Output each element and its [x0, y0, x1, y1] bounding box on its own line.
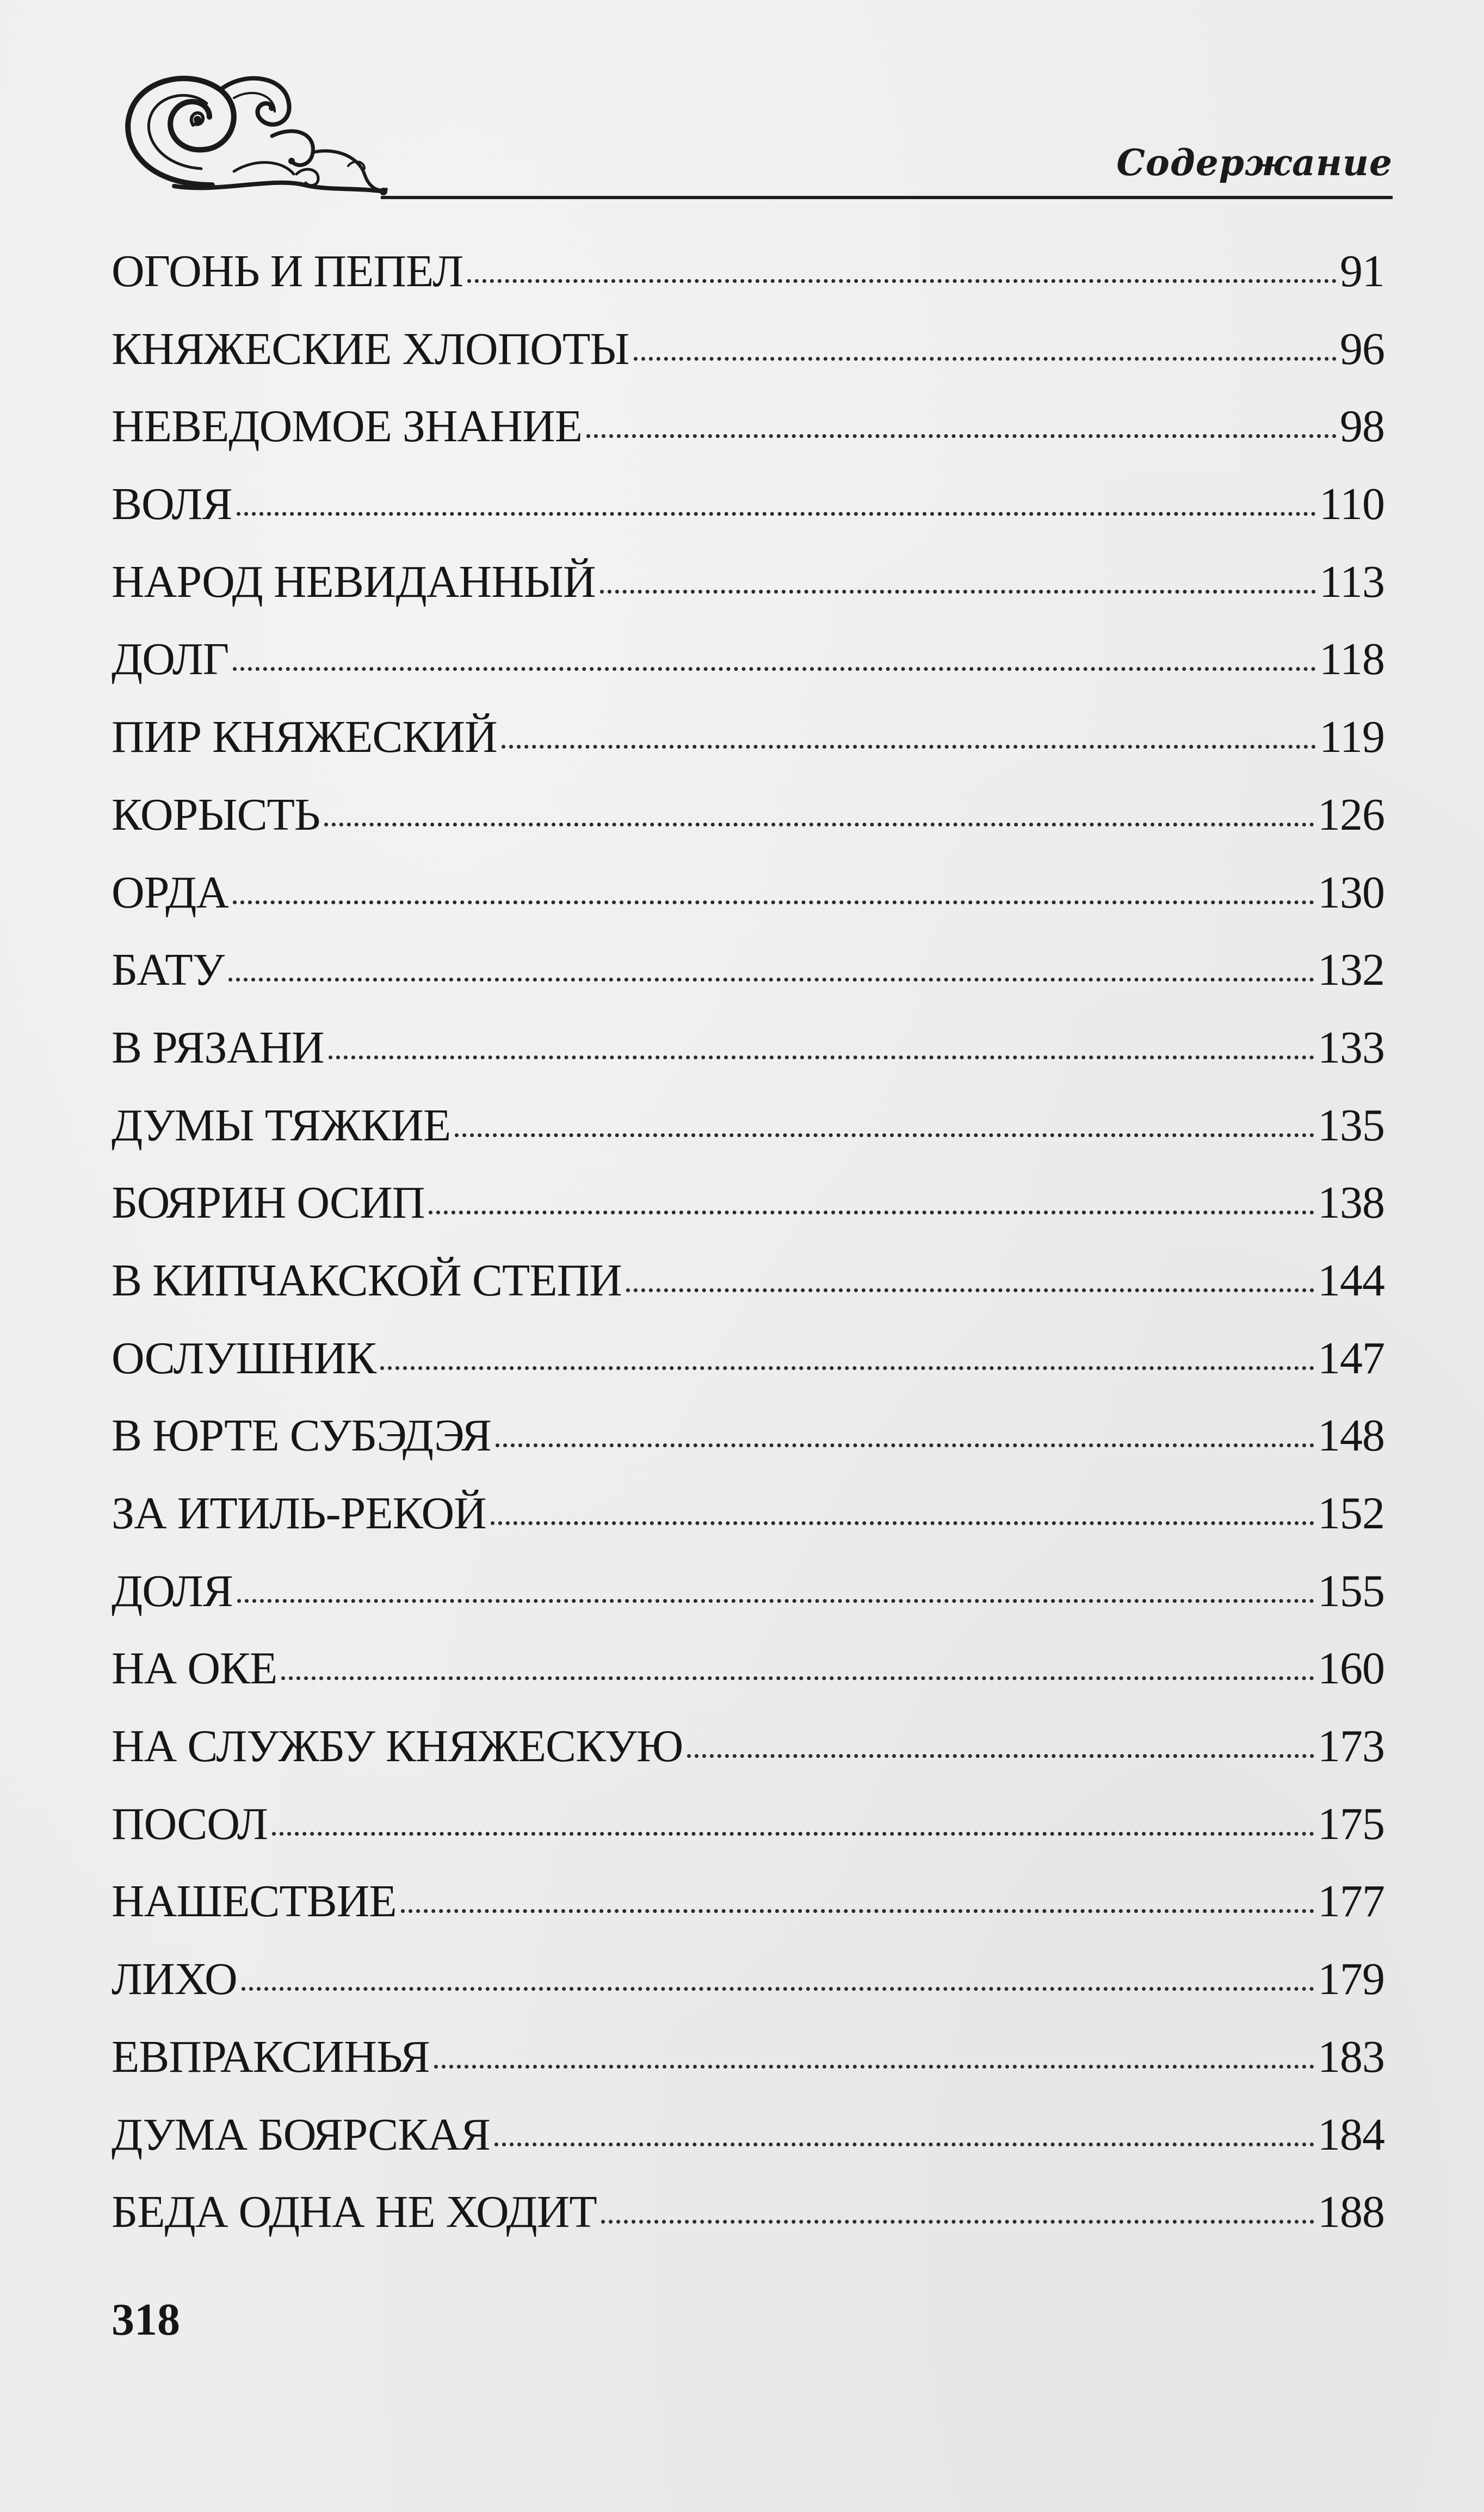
toc-entry-title: ЕВПРАКСИНЬЯ — [112, 2031, 430, 2082]
dot-leader — [494, 2143, 1314, 2146]
toc-entry — [112, 2186, 1384, 2263]
dot-leader — [626, 1288, 1314, 1292]
dot-leader — [601, 2220, 1314, 2224]
toc-entry-page: 130 — [1318, 867, 1384, 918]
toc-entry — [112, 943, 1384, 1021]
toc-entry — [112, 2030, 1384, 2108]
toc-entry-title: В РЯЗАНИ — [112, 1022, 324, 1073]
dot-leader — [496, 1443, 1314, 1447]
toc-entry — [112, 1409, 1384, 1487]
dot-leader — [242, 1987, 1314, 1991]
toc-entry-title: КНЯЖЕСКИЕ ХЛОПОТЫ — [112, 323, 629, 374]
dot-leader — [401, 1909, 1314, 1913]
toc-entry-page: 175 — [1318, 1798, 1384, 1849]
toc-entry-page: 148 — [1318, 1410, 1384, 1461]
toc-entry — [112, 1099, 1384, 1177]
toc-entry-page: 135 — [1318, 1100, 1384, 1151]
toc-entry-page: 183 — [1318, 2031, 1384, 2082]
dot-leader — [600, 590, 1316, 594]
dot-leader — [324, 823, 1314, 826]
dot-leader — [687, 1754, 1314, 1758]
toc-entry-page: 179 — [1318, 1954, 1384, 2005]
toc-entry — [112, 1642, 1384, 1720]
toc-entry-page: 184 — [1318, 2109, 1384, 2160]
toc-entry-page: 126 — [1318, 789, 1384, 840]
toc-entry-title: НА СЛУЖБУ КНЯЖЕСКУЮ — [112, 1721, 683, 1772]
toc-entry — [112, 1798, 1384, 1875]
toc-entry-page: 118 — [1319, 634, 1384, 685]
toc-entry — [112, 1176, 1384, 1254]
toc-entry-page: 155 — [1318, 1565, 1384, 1616]
toc-entry-title: В ЮРТЕ СУБЭДЭЯ — [112, 1410, 492, 1461]
toc-entry-page: 147 — [1318, 1332, 1384, 1384]
toc-entry-page: 177 — [1318, 1876, 1384, 1927]
dot-leader — [281, 1676, 1314, 1680]
dot-leader — [380, 1366, 1314, 1370]
section-title: Содержание — [1116, 141, 1393, 184]
dot-leader — [237, 512, 1316, 516]
toc-entry-title: НАШЕСТВИЕ — [112, 1876, 397, 1927]
scroll-ornament-icon — [109, 60, 392, 201]
toc-entry — [112, 1875, 1384, 1953]
toc-entry — [112, 400, 1384, 478]
toc-entry-page: 188 — [1318, 2187, 1384, 2238]
toc-entry-title: ДУМЫ ТЯЖКИЕ — [112, 1100, 451, 1151]
toc-entry-page: 96 — [1340, 323, 1384, 374]
toc-entry-title: НЕВЕДОМОЕ ЗНАНИЕ — [112, 401, 582, 452]
page-number: 318 — [112, 2294, 180, 2345]
toc-entry-page: 98 — [1340, 401, 1384, 452]
dot-leader — [233, 667, 1316, 671]
toc-entry-page: 119 — [1319, 712, 1384, 763]
dot-leader — [491, 1521, 1314, 1525]
toc-entry-title: ПИР КНЯЖЕСКИЙ — [112, 712, 497, 763]
header-rule — [381, 196, 1393, 199]
toc-entry — [112, 711, 1384, 788]
toc-entry-title: ДОЛГ — [112, 634, 229, 685]
toc-entry — [112, 1953, 1384, 2030]
toc-entry-page: 110 — [1319, 479, 1384, 530]
dot-leader — [429, 1211, 1314, 1214]
toc-entry — [112, 556, 1384, 633]
toc-entry-title: ЛИХО — [112, 1954, 237, 2005]
toc-entry-page: 173 — [1318, 1721, 1384, 1772]
toc-entry-title: ВОЛЯ — [112, 479, 232, 530]
dot-leader — [272, 1832, 1314, 1836]
toc-entry-page: 144 — [1318, 1255, 1384, 1306]
toc-entry-page: 160 — [1318, 1643, 1384, 1694]
toc-entry-title: ОСЛУШНИК — [112, 1332, 376, 1384]
toc-entry — [112, 866, 1384, 944]
toc-entry-title: БЕДА ОДНА НЕ ХОДИТ — [112, 2187, 597, 2238]
toc-entry-page: 152 — [1318, 1488, 1384, 1539]
dot-leader — [434, 2065, 1314, 2069]
toc-entry — [112, 1254, 1384, 1332]
toc-entry-title: ПОСОЛ — [112, 1798, 268, 1849]
toc-entry-page: 138 — [1318, 1177, 1384, 1229]
dot-leader — [502, 745, 1316, 749]
dot-leader — [634, 357, 1337, 361]
toc-entry — [112, 1565, 1384, 1643]
toc-entry-title: ЗА ИТИЛЬ-РЕКОЙ — [112, 1488, 486, 1539]
table-of-contents — [112, 245, 1384, 2263]
toc-entry-page: 91 — [1340, 246, 1384, 297]
toc-entry-page: 113 — [1319, 556, 1384, 607]
dot-leader — [586, 434, 1337, 438]
toc-entry-title: ДУМА БОЯРСКАЯ — [112, 2109, 490, 2160]
toc-entry — [112, 633, 1384, 711]
toc-entry-page: 133 — [1318, 1022, 1384, 1073]
toc-entry-title: КОРЫСТЬ — [112, 789, 320, 840]
toc-entry — [112, 1021, 1384, 1099]
toc-entry-title: БАТУ — [112, 945, 225, 996]
toc-entry-title: НА ОКЕ — [112, 1643, 277, 1694]
toc-entry-title: ОГОНЬ И ПЕПЕЛ — [112, 246, 463, 297]
dot-leader — [237, 1599, 1314, 1603]
toc-entry — [112, 478, 1384, 556]
toc-entry-page: 132 — [1318, 945, 1384, 996]
toc-entry — [112, 1720, 1384, 1798]
toc-entry — [112, 323, 1384, 400]
toc-entry — [112, 1487, 1384, 1565]
toc-entry-title: ДОЛЯ — [112, 1565, 233, 1616]
dot-leader — [329, 1056, 1314, 1059]
toc-entry — [112, 2108, 1384, 2186]
toc-entry — [112, 788, 1384, 866]
dot-leader — [455, 1133, 1314, 1137]
running-header — [109, 60, 1393, 207]
toc-entry-title: В КИПЧАКСКОЙ СТЕПИ — [112, 1255, 622, 1306]
toc-entry — [112, 1332, 1384, 1410]
toc-entry-title: ОРДА — [112, 867, 229, 918]
toc-entry — [112, 245, 1384, 323]
dot-leader — [467, 279, 1337, 283]
toc-entry-title: БОЯРИН ОСИП — [112, 1177, 425, 1229]
dot-leader — [228, 978, 1314, 982]
toc-entry-title: НАРОД НЕВИДАННЫЙ — [112, 556, 596, 607]
dot-leader — [233, 900, 1314, 904]
